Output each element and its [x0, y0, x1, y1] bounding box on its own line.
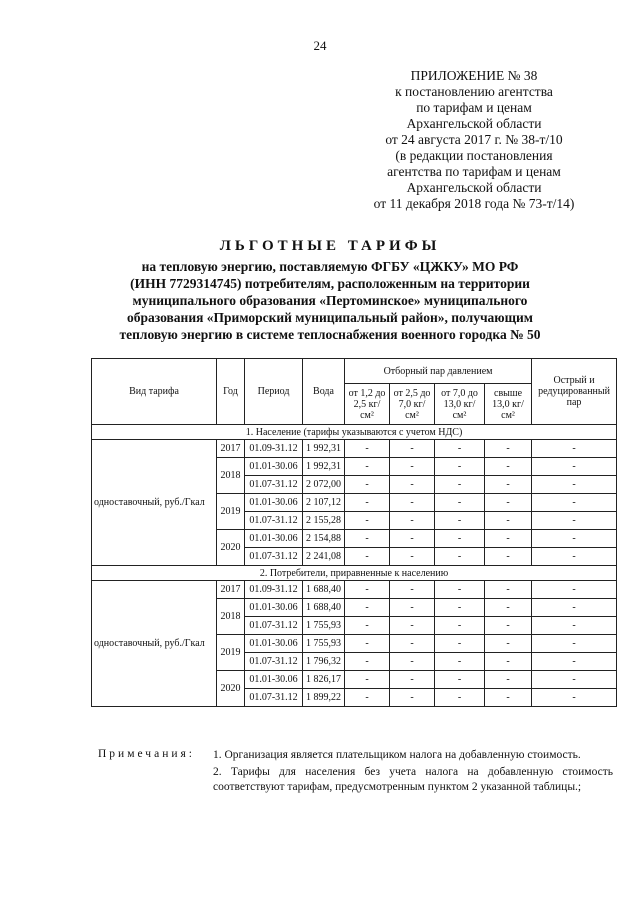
steam-value-cell: - [390, 581, 435, 599]
header-year: Год [217, 359, 245, 425]
steam-value-cell: - [485, 617, 532, 635]
steam-value-cell: - [435, 671, 485, 689]
water-value-cell: 1 992,31 [303, 458, 345, 476]
appendix-line: (в редакции постановления [395, 148, 553, 163]
steam-value-cell: - [485, 440, 532, 458]
steam-value-cell: - [485, 548, 532, 566]
steam-value-cell: - [345, 476, 390, 494]
section-title: 2. Потребители, приравненные к населению [92, 566, 617, 581]
appendix-line: к постановлению агентства [395, 84, 553, 99]
steam-value-cell: - [390, 599, 435, 617]
period-cell: 01.07-31.12 [245, 548, 303, 566]
appendix-line: Архангельской области [406, 180, 542, 195]
tariff-type-cell: одноставочный, руб./Гкал [92, 440, 217, 566]
title-block [60, 238, 600, 343]
header-tariff-type: Вид тарифа [92, 359, 217, 425]
steam-value-cell: - [435, 530, 485, 548]
appendix-line: от 24 августа 2017 г. № 38-т/10 [385, 132, 563, 147]
steam-value-cell: - [532, 653, 617, 671]
tariff-table-body [92, 425, 617, 707]
header-steam-1: от 1,2 до 2,5 кг/см² [345, 384, 390, 425]
year-cell: 2018 [217, 599, 245, 635]
steam-value-cell: - [345, 530, 390, 548]
appendix-line: агентства по тарифам и ценам [387, 164, 561, 179]
steam-value-cell: - [485, 599, 532, 617]
steam-value-cell: - [485, 653, 532, 671]
water-value-cell: 1 992,31 [303, 440, 345, 458]
steam-value-cell: - [345, 653, 390, 671]
tariff-type-cell: одноставочный, руб./Гкал [92, 581, 217, 707]
steam-value-cell: - [345, 494, 390, 512]
steam-value-cell: - [485, 458, 532, 476]
steam-value-cell: - [435, 617, 485, 635]
steam-value-cell: - [390, 635, 435, 653]
period-cell: 01.01-30.06 [245, 635, 303, 653]
steam-value-cell: - [345, 689, 390, 707]
water-value-cell: 2 107,12 [303, 494, 345, 512]
steam-value-cell: - [390, 530, 435, 548]
water-value-cell: 1 899,22 [303, 689, 345, 707]
period-cell: 01.07-31.12 [245, 476, 303, 494]
steam-value-cell: - [390, 458, 435, 476]
steam-value-cell: - [345, 635, 390, 653]
steam-value-cell: - [532, 476, 617, 494]
period-cell: 01.07-31.12 [245, 689, 303, 707]
steam-value-cell: - [345, 599, 390, 617]
steam-value-cell: - [345, 440, 390, 458]
steam-value-cell: - [435, 458, 485, 476]
appendix-line: Архангельской области [406, 116, 542, 131]
steam-value-cell: - [532, 548, 617, 566]
steam-value-cell: - [435, 476, 485, 494]
period-cell: 01.01-30.06 [245, 458, 303, 476]
period-cell: 01.09-31.12 [245, 581, 303, 599]
appendix-line: ПРИЛОЖЕНИЕ № 38 [410, 68, 538, 83]
steam-value-cell: - [435, 635, 485, 653]
header-steam-2: от 2,5 до 7,0 кг/см² [390, 384, 435, 425]
steam-value-cell: - [390, 512, 435, 530]
steam-value-cell: - [435, 548, 485, 566]
steam-value-cell: - [435, 581, 485, 599]
steam-value-cell: - [435, 512, 485, 530]
year-cell: 2019 [217, 494, 245, 530]
steam-value-cell: - [345, 458, 390, 476]
subtitle-line: образования «Приморский муниципальный район», получающим [127, 310, 533, 325]
note-item: 1. Организация является плательщиком налога на добавленную стоимость. [213, 749, 581, 761]
steam-value-cell: - [532, 494, 617, 512]
steam-value-cell: - [485, 476, 532, 494]
year-cell: 2020 [217, 530, 245, 566]
year-cell: 2017 [217, 581, 245, 599]
table-row [92, 440, 617, 458]
steam-value-cell: - [390, 689, 435, 707]
water-value-cell: 1 755,93 [303, 635, 345, 653]
period-cell: 01.01-30.06 [245, 671, 303, 689]
water-value-cell: 1 688,40 [303, 581, 345, 599]
tariff-table [91, 358, 617, 707]
subtitle-line: на тепловую энергию, поставляемую ФГБУ «ЦЖКУ» МО РФ [141, 259, 519, 274]
steam-value-cell: - [532, 440, 617, 458]
period-cell: 01.01-30.06 [245, 530, 303, 548]
period-cell: 01.01-30.06 [245, 599, 303, 617]
steam-value-cell: - [435, 599, 485, 617]
appendix-line: от 11 декабря 2018 года № 73-т/14) [373, 196, 575, 211]
steam-value-cell: - [485, 494, 532, 512]
steam-value-cell: - [435, 440, 485, 458]
steam-value-cell: - [390, 671, 435, 689]
appendix-block [330, 68, 618, 212]
steam-value-cell: - [390, 617, 435, 635]
subtitle-line: муниципального образования «Пертоминское» муниципального [132, 293, 528, 308]
steam-value-cell: - [390, 494, 435, 512]
section-title: 1. Население (тарифы указываются с учетом НДС) [92, 425, 617, 440]
notes-list [213, 748, 613, 797]
notes-heading: Примечания: [98, 748, 195, 760]
steam-value-cell: - [532, 599, 617, 617]
steam-value-cell: - [532, 689, 617, 707]
water-value-cell: 2 155,28 [303, 512, 345, 530]
appendix-line: по тарифам и ценам [416, 100, 532, 115]
steam-value-cell: - [485, 671, 532, 689]
subtitle-line: тепловую энергию в системе теплоснабжения военного городка № 50 [119, 327, 541, 342]
section-row [92, 425, 617, 440]
document-title: ЛЬГОТНЫЕ ТАРИФЫ [219, 238, 441, 254]
steam-value-cell: - [532, 512, 617, 530]
header-steam-4: свыше 13,0 кг/см² [485, 384, 532, 425]
period-cell: 01.07-31.12 [245, 617, 303, 635]
header-period: Период [245, 359, 303, 425]
steam-value-cell: - [532, 581, 617, 599]
water-value-cell: 2 241,08 [303, 548, 345, 566]
steam-value-cell: - [345, 548, 390, 566]
steam-value-cell: - [485, 689, 532, 707]
period-cell: 01.09-31.12 [245, 440, 303, 458]
year-cell: 2020 [217, 671, 245, 707]
steam-value-cell: - [485, 530, 532, 548]
water-value-cell: 1 755,93 [303, 617, 345, 635]
header-steam-group: Отборный пар давлением [345, 359, 532, 384]
steam-value-cell: - [390, 653, 435, 671]
year-cell: 2019 [217, 635, 245, 671]
period-cell: 01.01-30.06 [245, 494, 303, 512]
page-number: 24 [313, 38, 327, 53]
steam-value-cell: - [390, 476, 435, 494]
steam-value-cell: - [485, 635, 532, 653]
steam-value-cell: - [390, 548, 435, 566]
water-value-cell: 1 826,17 [303, 671, 345, 689]
steam-value-cell: - [435, 689, 485, 707]
water-value-cell: 1 796,32 [303, 653, 345, 671]
steam-value-cell: - [345, 671, 390, 689]
steam-value-cell: - [532, 635, 617, 653]
header-water: Вода [303, 359, 345, 425]
section-row [92, 566, 617, 581]
subtitle-line: (ИНН 7729314745) потребителям, расположенным на территории [130, 276, 530, 291]
note-item: 2. Тарифы для населения без учета налога на добавленную стоимость соответствуют тарифам, предусмотренным пунктом 2 указанной таблицы.; [213, 766, 613, 793]
header-steam-3: от 7,0 до 13,0 кг/см² [435, 384, 485, 425]
steam-value-cell: - [532, 458, 617, 476]
water-value-cell: 2 154,88 [303, 530, 345, 548]
steam-value-cell: - [485, 512, 532, 530]
steam-value-cell: - [532, 617, 617, 635]
period-cell: 01.07-31.12 [245, 512, 303, 530]
steam-value-cell: - [435, 653, 485, 671]
period-cell: 01.07-31.12 [245, 653, 303, 671]
steam-value-cell: - [345, 617, 390, 635]
steam-value-cell: - [390, 440, 435, 458]
steam-value-cell: - [345, 512, 390, 530]
steam-value-cell: - [485, 581, 532, 599]
year-cell: 2018 [217, 458, 245, 494]
steam-value-cell: - [532, 671, 617, 689]
steam-value-cell: - [345, 581, 390, 599]
year-cell: 2017 [217, 440, 245, 458]
steam-value-cell: - [435, 494, 485, 512]
table-row [92, 581, 617, 599]
water-value-cell: 1 688,40 [303, 599, 345, 617]
water-value-cell: 2 072,00 [303, 476, 345, 494]
steam-value-cell: - [532, 530, 617, 548]
header-sharp-steam: Острый и редуцированный пар [532, 359, 617, 425]
